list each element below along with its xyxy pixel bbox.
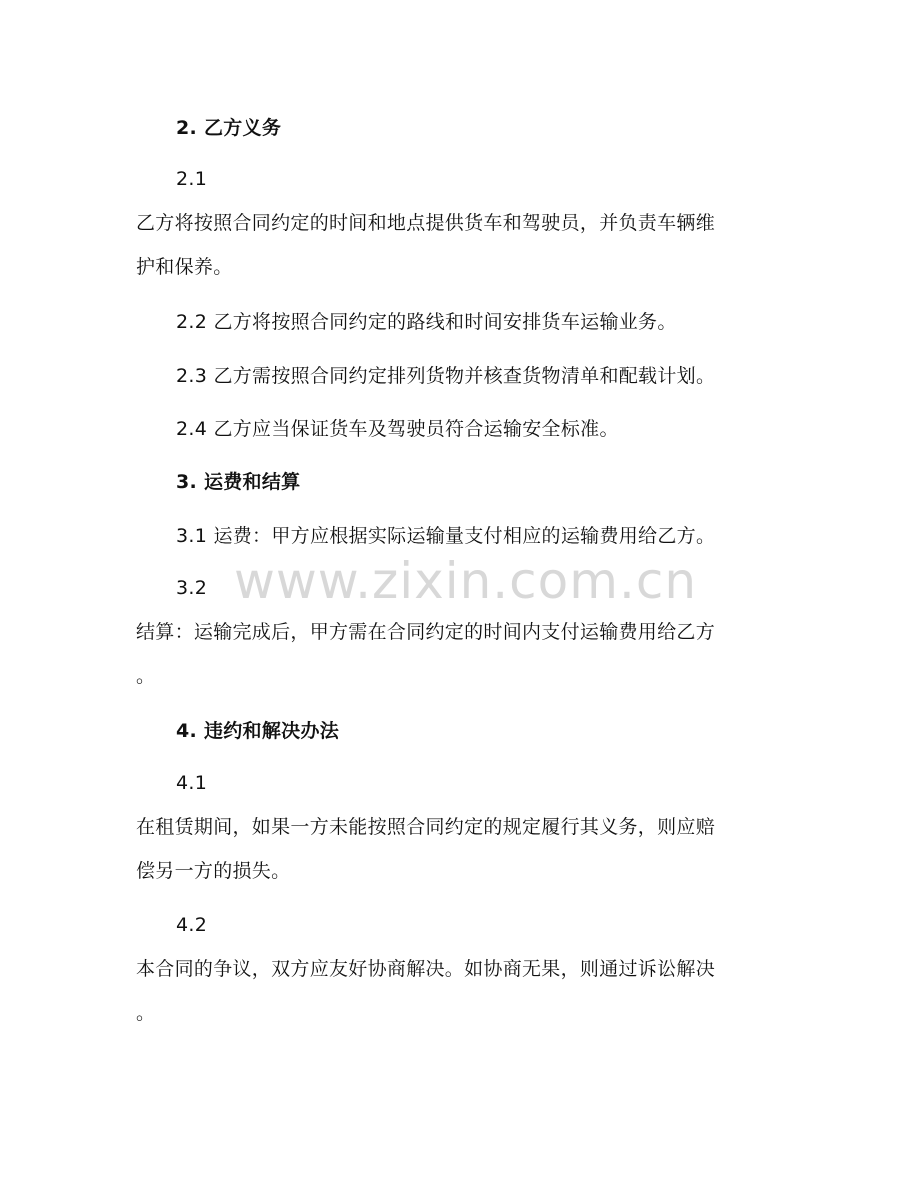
- clause-2-3: 2.3 乙方需按照合同约定排列货物并核查货物清单和配载计划。: [176, 365, 716, 387]
- watermark: www.zixin.com.cn: [234, 552, 698, 610]
- section-heading-4: 4. 违约和解决办法: [176, 720, 340, 742]
- section-heading-2: 2. 乙方义务: [176, 117, 282, 139]
- clause-number-2-1: 2.1: [176, 168, 208, 190]
- clause-3-1: 3.1 运费：甲方应根据实际运输量支付相应的运输费用给乙方。: [176, 525, 716, 547]
- section-heading-3: 3. 运费和结算: [176, 471, 301, 493]
- clause-number-4-1: 4.1: [176, 772, 208, 794]
- clause-number-3-2: 3.2: [176, 577, 208, 599]
- clause-2-4: 2.4 乙方应当保证货车及驾驶员符合运输安全标准。: [176, 418, 619, 440]
- clause-text-4-2-line-2: 。: [136, 1002, 156, 1024]
- clause-text-4-1-line-2: 偿另一方的损失。: [136, 860, 291, 882]
- clause-text-3-2-line-1: 结算：运输完成后，甲方需在合同约定的时间内支付运输费用给乙方: [136, 621, 716, 643]
- clause-text-4-2-line-1: 本合同的争议，双方应友好协商解决。如协商无果，则通过诉讼解决: [136, 958, 716, 980]
- clause-text-2-1-line-2: 护和保养。: [136, 256, 233, 278]
- clause-2-2: 2.2 乙方将按照合同约定的路线和时间安排货车运输业务。: [176, 311, 677, 333]
- clause-text-2-1-line-1: 乙方将按照合同约定的时间和地点提供货车和驾驶员，并负责车辆维: [136, 212, 716, 234]
- clause-number-4-2: 4.2: [176, 914, 208, 936]
- clause-text-3-2-line-2: 。: [136, 665, 156, 687]
- clause-text-4-1-line-1: 在租赁期间，如果一方未能按照合同约定的规定履行其义务，则应赔: [136, 816, 716, 838]
